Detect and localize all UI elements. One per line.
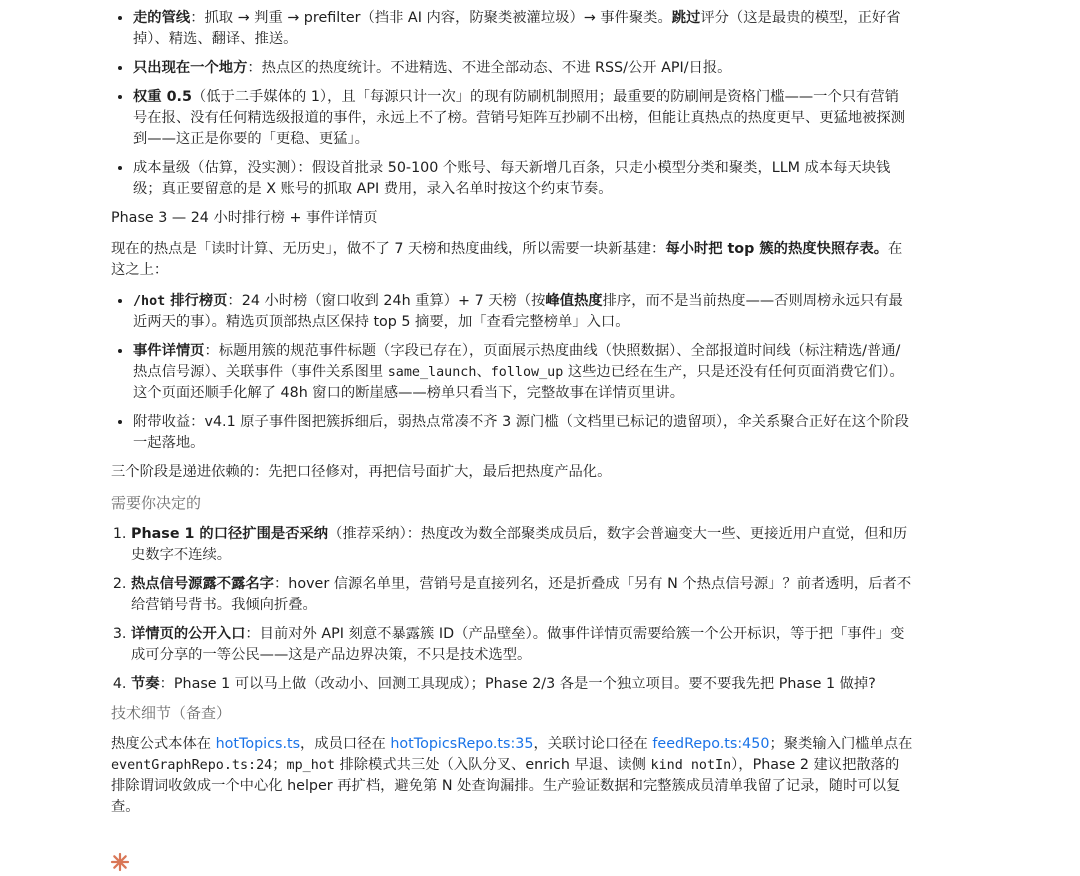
inline-code: same_launch <box>387 365 477 380</box>
item-text: 附带收益：v4.1 原子事件图把簇拆细后，弱热点常凑不齐 3 源门槛（文档里已标记的遗留项），伞关系聚合正好在这个阶段一起落地。 <box>133 414 909 451</box>
item-text: 评分（这是最贵的模型，正好省掉）、精选、翻译、推送。 <box>133 10 901 47</box>
item-text: ：目前对外 API 刻意不暴露簇 ID（产品壁垒）。做事件详情页需要给簇一个公开标识，等于把「事件」变成可分享的一等公民——这是产品边界决策，不只是技术选型。 <box>131 626 905 663</box>
list-item <box>131 624 913 666</box>
item-label: 排行榜页 <box>165 293 228 309</box>
list-item-single-place <box>133 58 913 79</box>
item-bold: 峰值热度 <box>545 293 603 309</box>
item-label: Phase 1 的口径扩围是否采纳 <box>131 526 329 542</box>
item-label: 事件详情页 <box>133 343 205 359</box>
summary-paragraph: 三个阶段是递进依赖的：先把口径修对，再把信号面扩大，最后把热度产品化。 <box>111 464 612 480</box>
list-item-cost <box>133 158 913 200</box>
inline-code: follow_up <box>490 365 564 380</box>
file-link-feedrepo[interactable]: feedRepo.ts:450 <box>652 736 770 752</box>
phase3-intro <box>111 239 913 281</box>
list-item <box>131 524 913 566</box>
item-text: （低于二手媒体的 1），且「每源只计一次」的现有防刷机制照用；最重要的防刷闸是资格门槛——一个只有营销号在报、没有任何精选级报道的事件，永远上不了榜。营销号矩阵互抄刷不出榜，但能让真热点的热度更早、更猛地被探测到——这正是你要的「更稳、更猛」。 <box>133 89 906 147</box>
item-text: 成本量级（估算，没实测）：假设首批录 50-100 个账号、每天新增几百条，只走小模型分类和聚类，LLM 成本每天块钱级；真正要留意的是 X 账号的抓取 API 费用，录入名单时按这个约束节奏。 <box>133 160 891 197</box>
list-item-pipeline <box>133 8 913 50</box>
tech-text: ；聚类输入门槛单点在 <box>769 736 913 752</box>
tech-heading: 技术细节（备查） <box>111 704 232 722</box>
inline-code: /hot <box>133 294 166 309</box>
sparkle-icon <box>110 852 130 872</box>
item-text: ：抓取 → 判重 → prefilter（挡非 AI 内容，防聚类被灌垃圾）→ 事件聚类。 <box>190 10 672 26</box>
list-item-hot <box>133 291 913 333</box>
item-text: ：热点区的热度统计。不进精选、不进全部动态、不进 RSS/公开 API/日报。 <box>247 60 732 76</box>
decisions-list <box>111 524 913 695</box>
tech-text: ），Phase 2 建议把散落的排除谓词收敛成一个中心化 helper 再扩档，避免第 N 处查询漏排。生产验证数据和完整簇成员清单我留了记录，随时可以复查。 <box>111 757 901 815</box>
inline-code: kind notIn <box>650 758 732 773</box>
item-text: ：Phase 1 可以马上做（改动小、回测工具现成）；Phase 2/3 各是一个独立项目。要不要我先把 Phase 1 做掉? <box>159 676 876 692</box>
item-label: 热点信号源露不露名字 <box>131 576 274 592</box>
item-label: 权重 0.5 <box>133 89 192 105</box>
item-text: 、 <box>476 364 491 380</box>
list-item <box>131 674 913 695</box>
tech-text: 排除模式共三处（入队分叉、enrich 早退、读侧 <box>334 757 651 773</box>
tech-text: ； <box>272 757 287 773</box>
list-item-detail <box>133 341 913 404</box>
item-text: 这些边已经在生产，只是还没有任何页面消费它们）。这个页面还顺手化解了 48h 窗口的断崖感——榜单只看当下，完整故事在详情页里讲。 <box>133 364 904 401</box>
list-item-weight <box>133 87 913 150</box>
intro-bold: 每小时把 top 簇的热度快照存表。 <box>665 241 889 257</box>
tech-text: ，成员口径在 <box>300 736 391 752</box>
inline-code: eventGraphRepo.ts:24 <box>111 758 273 773</box>
item-text: ：hover 信源名单里，营销号是直接列名，还是折叠成「另有 N 个热点信号源」？前者透明，后者不给营销号背书。我倾向折叠。 <box>131 576 912 613</box>
list-item <box>131 574 913 616</box>
phase3-heading: Phase 3 — 24 小时排行榜 + 事件详情页 <box>111 210 378 226</box>
item-label: 节奏 <box>131 676 160 692</box>
item-label: 只出现在一个地方 <box>133 60 248 76</box>
file-link-hottopicsrepo[interactable]: hotTopicsRepo.ts:35 <box>390 736 534 752</box>
decisions-heading: 需要你决定的 <box>111 494 202 512</box>
file-link-hottopics[interactable]: hotTopics.ts <box>215 736 301 752</box>
item-bold: 跳过 <box>671 10 701 26</box>
tech-text: 热度公式本体在 <box>111 736 216 752</box>
tech-paragraph <box>111 734 913 818</box>
list-item-bonus <box>133 412 913 454</box>
phase3-list <box>111 291 913 454</box>
inline-code: mp_hot <box>286 758 335 773</box>
intro-tail: 在这之上： <box>111 241 903 278</box>
item-label: 详情页的公开入口 <box>131 626 246 642</box>
item-text: （推荐采纳）：热度改为数全部聚类成员后，数字会普遍变大一些、更接近用户直觉，但和历史数字不连续。 <box>131 526 908 563</box>
item-text: ：24 小时榜（窗口收到 24h 重算）+ 7 天榜（按 <box>227 293 546 309</box>
item-label: 走的管线 <box>133 10 191 26</box>
tech-text: ，关联讨论口径在 <box>533 736 653 752</box>
item-text: 排序，而不是当前热度——否则周榜永远只有最近两天的事）。精选页顶部热点区保持 top 5 摘要，加「查看完整榜单」入口。 <box>133 293 903 330</box>
message-content <box>111 8 913 828</box>
phase2-list <box>111 8 913 200</box>
item-text: ：标题用簇的规范事件标题（字段已存在），页面展示热度曲线（快照数据）、全部报道时间线（标注精选/普通/热点信号源）、关联事件（事件关系图里 <box>133 343 901 380</box>
intro-text: 现在的热点是「读时计算、无历史」，做不了 7 天榜和热度曲线，所以需要一块新基建： <box>111 241 666 257</box>
